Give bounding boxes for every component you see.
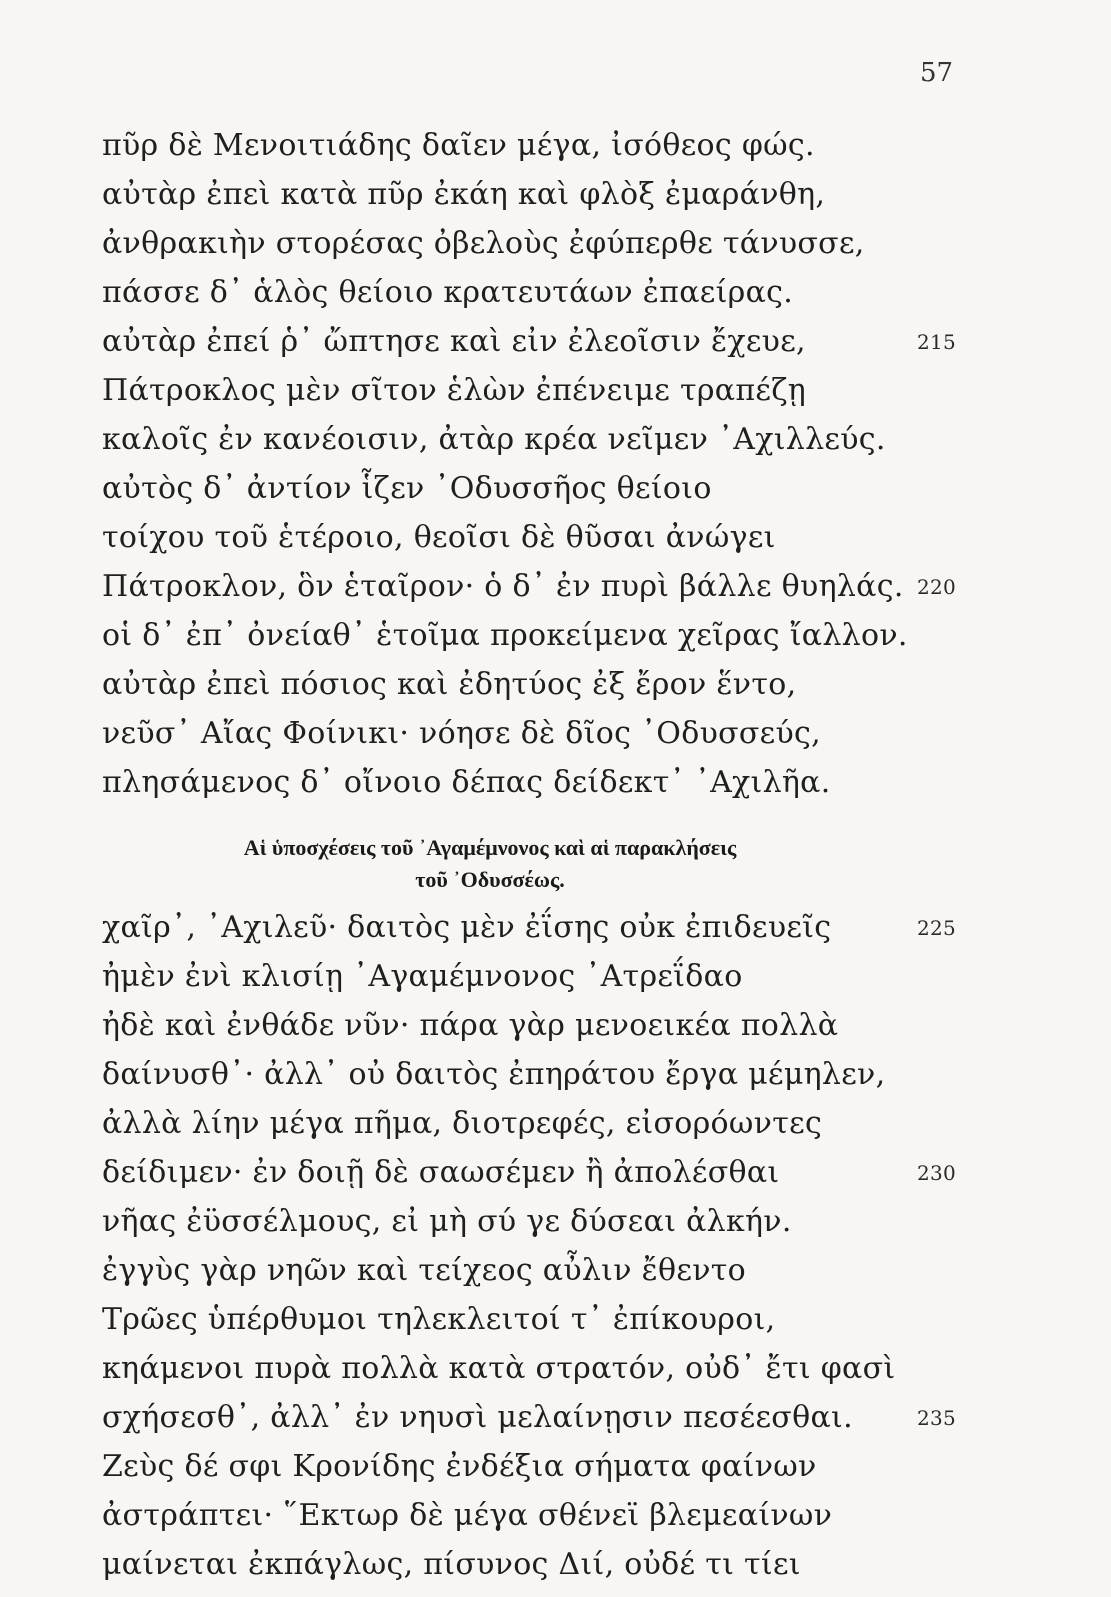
verse-text: ἐγγὺς γὰρ νηῶν καὶ τείχεος αὖλιν ἔθεντο (102, 1253, 747, 1288)
verse-line (102, 1498, 962, 1548)
line-number: 230 (917, 1161, 957, 1185)
verse-line (102, 618, 962, 668)
heading-line-1: Αἱ ὑποσχέσεις τοῦ ᾽Αγαμέμνονος καὶ αἱ παρακλήσεις (243, 835, 737, 860)
line-number: 225 (917, 916, 957, 940)
verse-text: σχήσεσθ᾽, ἀλλ᾽ ἐν νηυσὶ μελαίνῃσιν πεσέεσθαι. (102, 1400, 853, 1435)
heading-line-2: τοῦ ᾽Οδυσσέως. (415, 867, 565, 892)
line-number: 220 (917, 575, 957, 599)
verse-line (102, 1547, 962, 1597)
verse-line (102, 569, 962, 619)
verse-line (102, 1400, 962, 1450)
verse-line (102, 1057, 962, 1107)
verse-text: μαίνεται ἐκπάγλως, πίσυνος Διί, οὐδέ τι τίει (102, 1547, 801, 1582)
verse-line (102, 1155, 962, 1205)
verse-text: νῆας ἐϋσσέλμους, εἰ μὴ σύ γε δύσεαι ἀλκήν. (102, 1204, 792, 1239)
verse-line (102, 324, 962, 374)
verse-line (102, 1106, 962, 1156)
line-number: 235 (917, 1406, 957, 1430)
line-number: 215 (917, 330, 957, 354)
verse-text: ἀστράπτει· ῞Εκτωρ δὲ μέγα σθένεϊ βλεμεαίνων (102, 1498, 833, 1533)
verse-line (102, 1302, 962, 1352)
verse-line (102, 1253, 962, 1303)
verse-text: Τρῶες ὑπέρθυμοι τηλεκλειτοί τ᾽ ἐπίκουροι, (102, 1302, 776, 1337)
verse-line (102, 471, 962, 521)
verse-text: χαῖρ᾽, ᾽Αχιλεῦ· δαιτὸς μὲν ἐΐσης οὐκ ἐπιδευεῖς (102, 910, 832, 945)
verse-line (102, 520, 962, 570)
verse-text: αὐτὸς δ᾽ ἀντίον ἷζεν ᾽Οδυσσῆος θείοιο (102, 471, 712, 506)
verse-line (102, 1449, 962, 1499)
page-number: 57 (920, 58, 954, 88)
verse-text: νεῦσ᾽ Αἴας Φοίνικι· νόησε δὲ δῖος ᾽Οδυσσεύς, (102, 716, 821, 751)
verse-line (102, 959, 962, 1009)
verse-text: Ζεὺς δέ σφι Κρονίδης ἐνδέξια σήματα φαίνων (102, 1449, 817, 1484)
verse-line (102, 177, 962, 227)
verse-text: δαίνυσθ᾽· ἀλλ᾽ οὐ δαιτὸς ἐπηράτου ἔργα μέμηλεν, (102, 1057, 886, 1092)
verse-line (102, 422, 962, 472)
verse-text: καλοῖς ἐν κανέοισιν, ἀτὰρ κρέα νεῖμεν ᾽Αχιλλεύς. (102, 422, 886, 457)
verse-text: οἱ δ᾽ ἐπ᾽ ὀνείαθ᾽ ἑτοῖμα προκείμενα χεῖρας ἴαλλον. (102, 618, 908, 653)
verse-line (102, 765, 962, 815)
verse-text: ἀνθρακιὴν στορέσας ὀβελοὺς ἐφύπερθε τάνυσσε, (102, 226, 865, 261)
verse-text: πλησάμενος δ᾽ οἴνοιο δέπας δείδεκτ᾽ ᾽Αχιλῆα. (102, 765, 831, 800)
verse-text: κηάμενοι πυρὰ πολλὰ κατὰ στρατόν, οὐδ᾽ ἔτι φασὶ (102, 1351, 896, 1386)
verse-text: πῦρ δὲ Μενοιτιάδης δαῖεν μέγα, ἰσόθεος φώς. (102, 128, 815, 163)
verse-line (102, 716, 962, 766)
verse-text: τοίχου τοῦ ἑτέροιο, θεοῖσι δὲ θῦσαι ἀνώγει (102, 520, 776, 555)
verse-line (102, 275, 962, 325)
verse-text: ἠδὲ καὶ ἐνθάδε νῦν· πάρα γὰρ μενοεικέα πολλὰ (102, 1008, 839, 1043)
verse-text: πάσσε δ᾽ ἁλὸς θείοιο κρατευτάων ἐπαείρας. (102, 275, 794, 310)
verse-line (102, 1008, 962, 1058)
verse-line (102, 1204, 962, 1254)
verse-text: δείδιμεν· ἐν δοιῇ δὲ σαωσέμεν ἢ ἀπολέσθαι (102, 1155, 780, 1190)
verse-line (102, 667, 962, 717)
verse-text: Πάτροκλον, ὃν ἑταῖρον· ὁ δ᾽ ἐν πυρὶ βάλλε θυηλάς. (102, 569, 904, 604)
verse-text: αὐτὰρ ἐπεὶ κατὰ πῦρ ἐκάη καὶ φλὸξ ἐμαράνθη, (102, 177, 826, 212)
section-heading (110, 832, 870, 896)
verse-text: ἠμὲν ἐνὶ κλισίῃ ᾽Αγαμέμνονος ᾽Ατρεΐδαο (102, 959, 743, 994)
verse-line (102, 373, 962, 423)
verse-text: αὐτὰρ ἐπεί ῥ᾽ ὤπτησε καὶ εἰν ἐλεοῖσιν ἔχευε, (102, 324, 806, 359)
verse-line (102, 128, 962, 178)
verse-text: Πάτροκλος μὲν σῖτον ἑλὼν ἐπένειμε τραπέζῃ (102, 373, 807, 408)
verse-line (102, 226, 962, 276)
verse-text: ἀλλὰ λίην μέγα πῆμα, διοτρεφές, εἰσορόωντες (102, 1106, 823, 1141)
verse-line (102, 910, 962, 960)
verse-line (102, 1351, 962, 1401)
verse-text: αὐτὰρ ἐπεὶ πόσιος καὶ ἐδητύος ἐξ ἔρον ἕντο, (102, 667, 797, 702)
